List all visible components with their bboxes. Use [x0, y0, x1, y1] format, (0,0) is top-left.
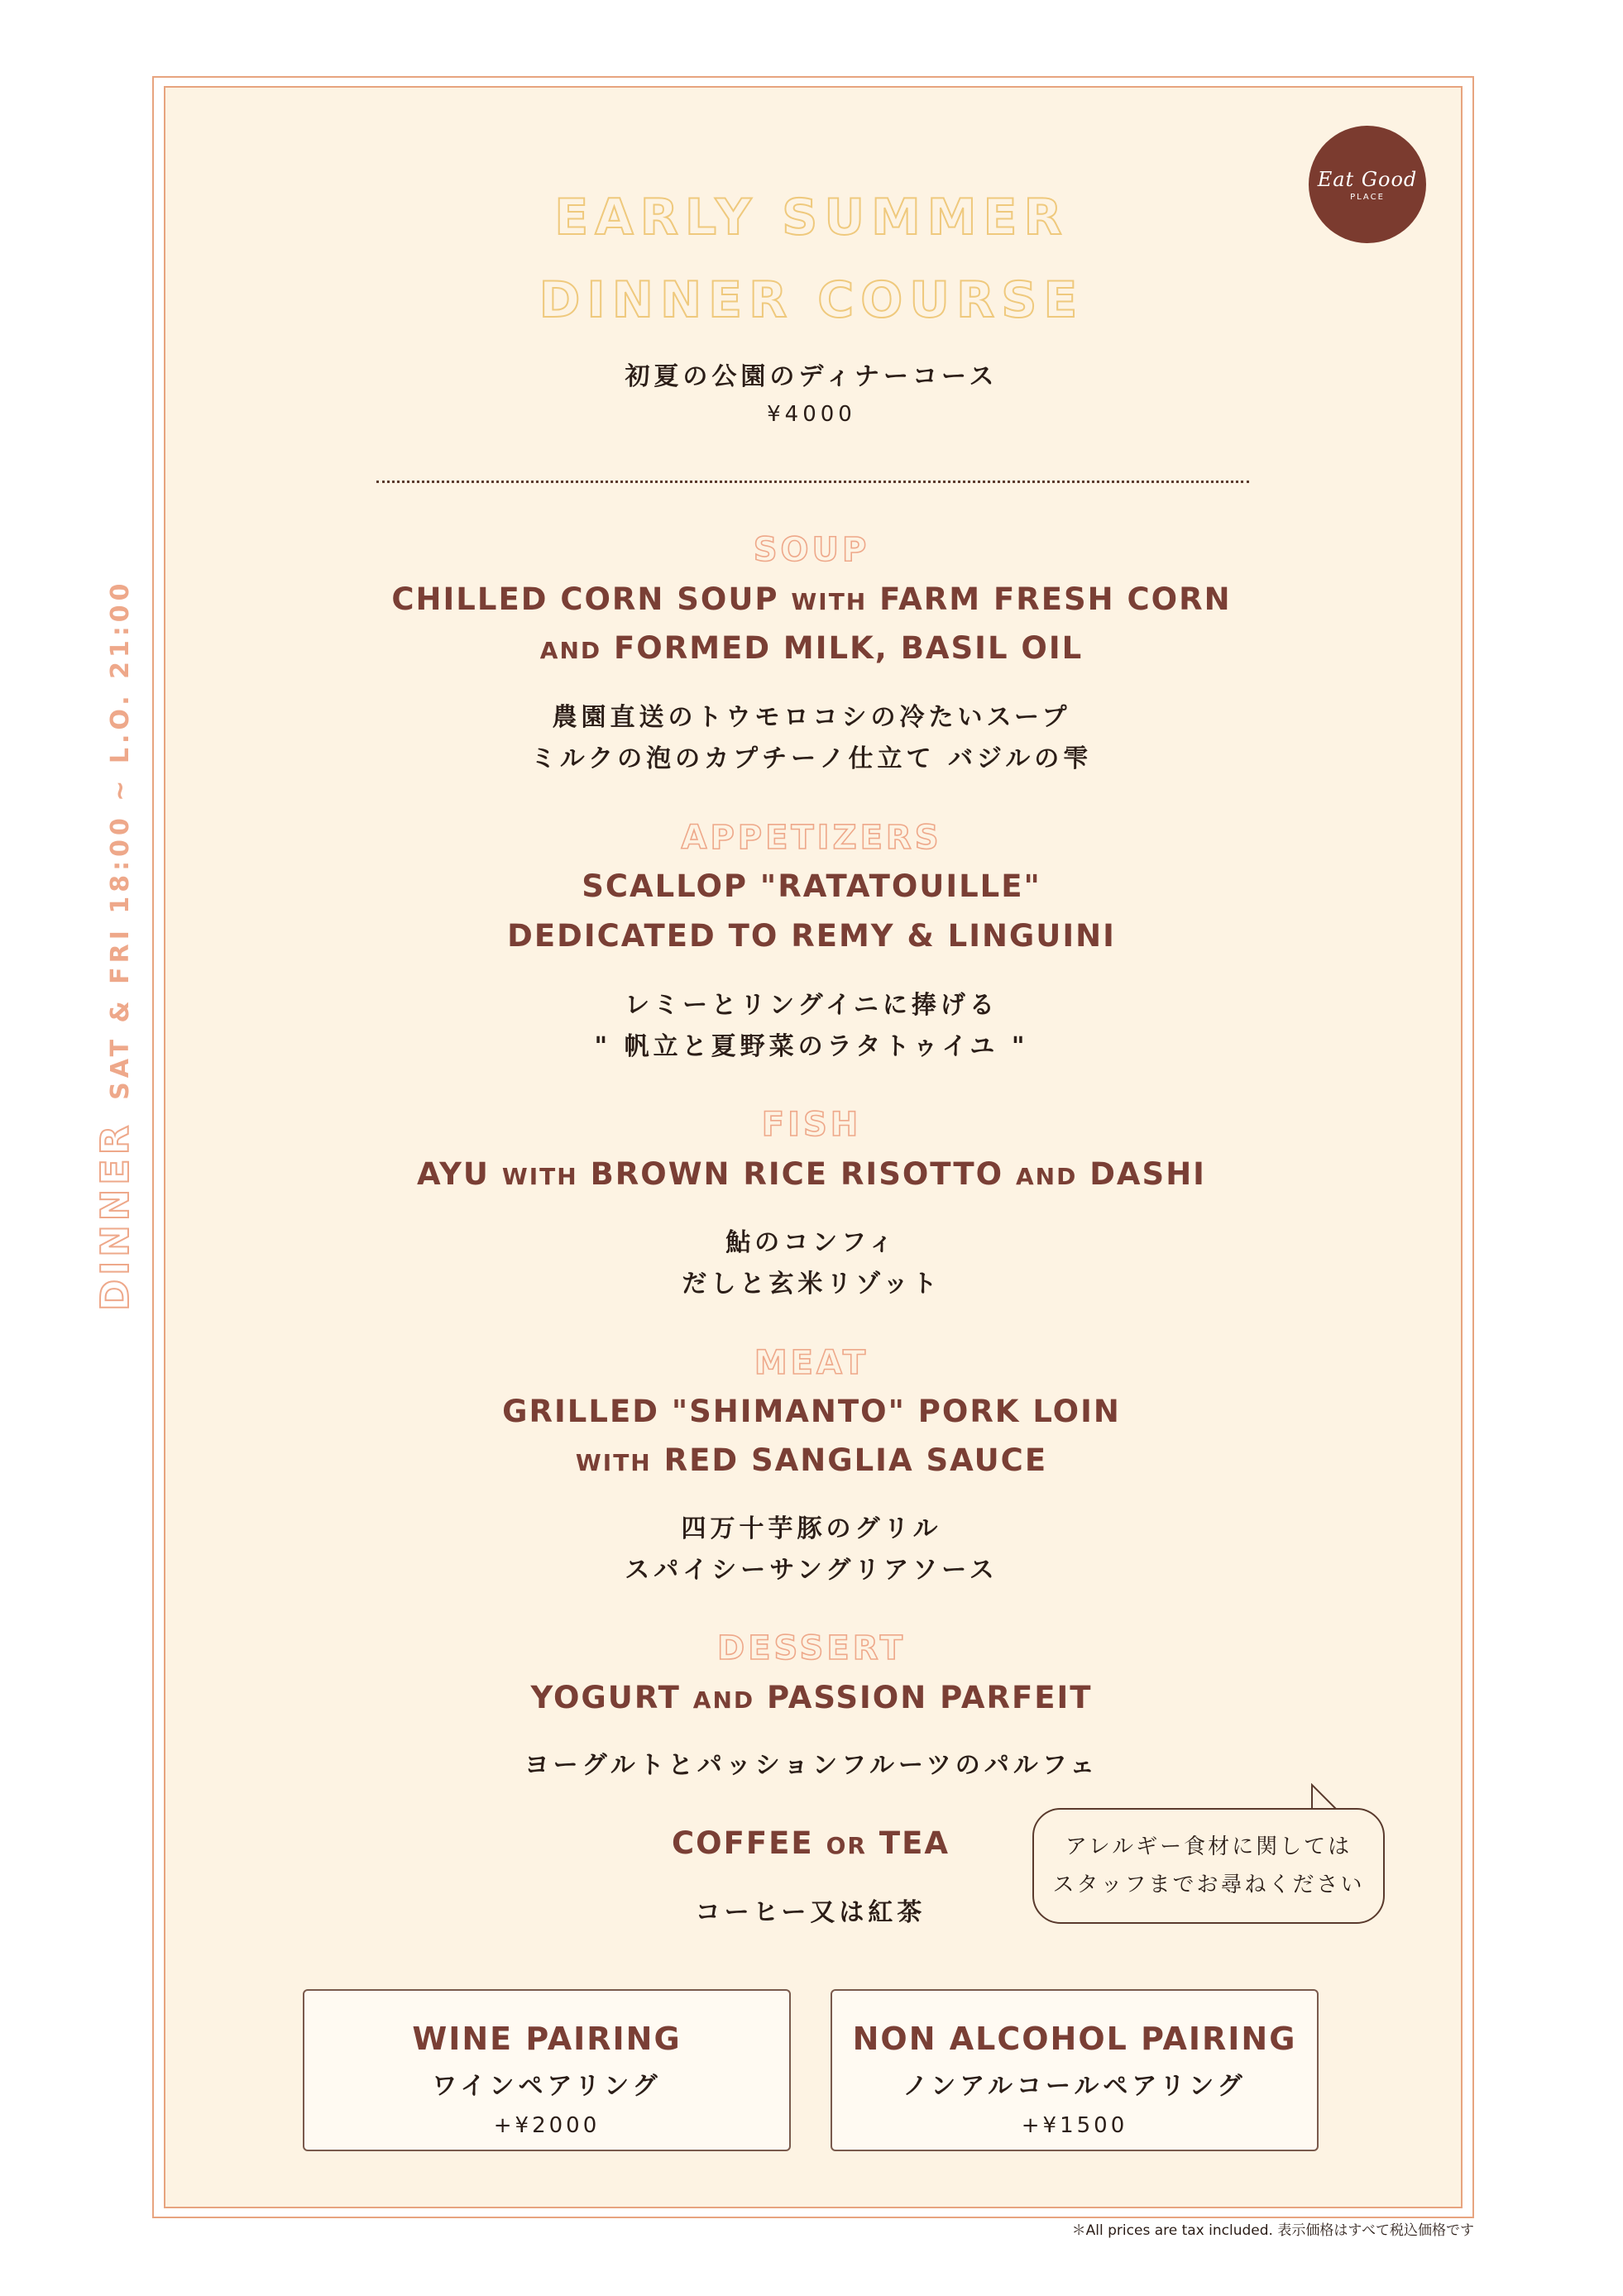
appetizer-en-line1: SCALLOP "RATATOUILLE" [582, 868, 1041, 904]
dessert-jp-line1: ヨーグルトとパッションフルーツのパルフェ [524, 1751, 1099, 1780]
category-meat: MEAT [754, 1344, 869, 1382]
fish-jp-line2: だしと玄米リゾット [682, 1270, 941, 1299]
title-jp: 初夏の公園のディナーコース [625, 362, 998, 391]
pairing-price: +¥1500 [1021, 2113, 1128, 2138]
meat-jp-line1: 四万十芋豚のグリル [681, 1514, 942, 1543]
soup-jp-line2: ミルクの泡のカプチーノ仕立て バジルの雫 [530, 744, 1093, 773]
logo-line1: Eat Good [1317, 167, 1418, 191]
category-appetizers: APPETIZERS [681, 819, 942, 857]
category-soup: SOUP [753, 531, 870, 569]
appetizer-en-line2: DEDICATED TO REMY & LINGUINI [507, 918, 1116, 954]
side-label: DINNER [93, 1121, 137, 1311]
meat-jp-line2: スパイシーサングリアソース [625, 1556, 998, 1585]
logo-line2: PLACE [1350, 192, 1385, 202]
allergy-line1: アレルギー食材に関しては [1065, 1834, 1352, 1859]
tax-footnote: ＊All prices are tax included. 表示価格はすべて税込価格です [1071, 2222, 1474, 2239]
bubble-tail [1310, 1783, 1343, 1811]
meat-en-line1: GRILLED "SHIMANTO" PORK LOIN [502, 1394, 1121, 1429]
drink-jp: コーヒー又は紅茶 [695, 1898, 926, 1927]
fish-en-line1: AYU WITH BROWN RICE RISOTTO AND DASHI [417, 1156, 1206, 1192]
soup-en-line1: CHILLED CORN SOUP WITH FARM FRESH CORN [391, 581, 1232, 617]
meat-en-line2: WITH RED SANGLIA SAUCE [575, 1442, 1048, 1478]
soup-en-line2: AND FORMED MILK, BASIL OIL [539, 630, 1084, 666]
pairing-jp: ワインペアリング [432, 2072, 662, 2101]
course-price: ¥4000 [767, 402, 856, 427]
category-dessert: DESSERT [717, 1629, 906, 1667]
title-line2: DINNER COURSE [539, 271, 1084, 329]
allergy-bubble [1032, 1808, 1385, 1924]
wine-pairing-box [303, 1989, 791, 2151]
drink-en: COFFEE OR TEA [672, 1825, 950, 1861]
side-hours: SAT & FRI 18:00 ~ L.O. 21:00 [106, 579, 135, 1100]
soup-jp-line1: 農園直送のトウモロコシの冷たいスープ [552, 703, 1071, 732]
non-alcohol-pairing-box [831, 1989, 1319, 2151]
dessert-en-line1: YOGURT AND PASSION PARFEIT [530, 1680, 1093, 1715]
appetizer-jp-line1: レミーとリングイニに捧げる [625, 991, 998, 1020]
pairing-title: NON ALCOHOL PAIRING [852, 2021, 1297, 2057]
category-fish: FISH [761, 1106, 862, 1144]
title-line1: EARLY SUMMER [554, 189, 1069, 246]
appetizer-jp-line2: " 帆立と夏野菜のラタトゥイユ " [594, 1032, 1029, 1061]
fish-jp-line1: 鮎のコンフィ [725, 1228, 898, 1257]
dotted-divider [376, 481, 1249, 483]
pairing-price: +¥2000 [493, 2113, 601, 2138]
allergy-line2: スタッフまでお尋ねください [1052, 1873, 1365, 1897]
pairing-title: WINE PAIRING [412, 2021, 682, 2057]
pairing-jp: ノンアルコールペアリング [902, 2072, 1247, 2101]
